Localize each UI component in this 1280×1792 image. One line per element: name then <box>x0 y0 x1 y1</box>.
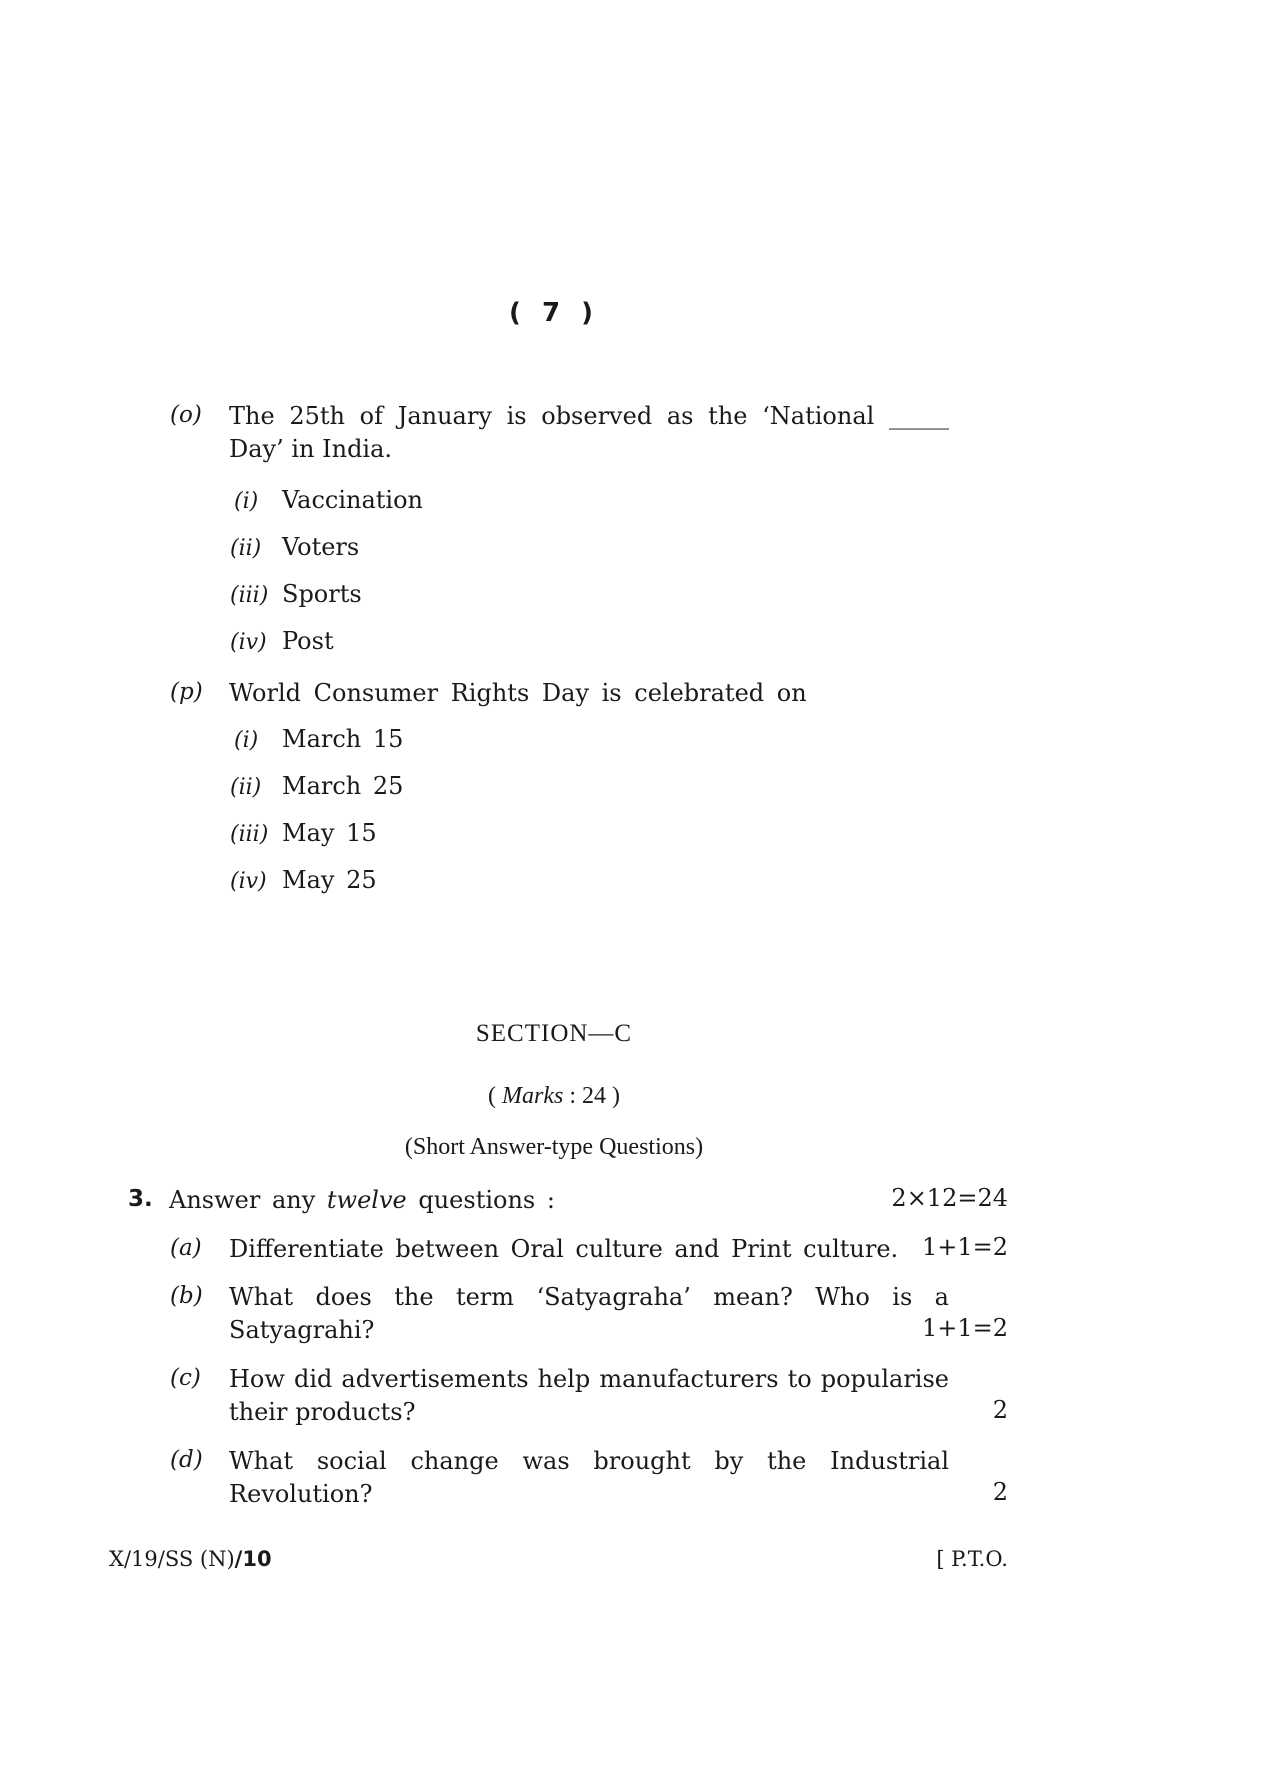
option-label: (iii) <box>230 822 269 847</box>
question-3-number: 3. <box>128 1186 153 1212</box>
section-marks: ( Marks : 24 ) <box>488 1083 620 1109</box>
paper-code: X/19/SS (N)/10 <box>109 1547 272 1571</box>
option-text: Sports <box>282 580 362 608</box>
option-label: (iv) <box>230 869 267 894</box>
option-text: May 15 <box>282 819 377 847</box>
pto-label: [ P.T.O. <box>936 1547 1008 1571</box>
option-label: (iv) <box>230 630 267 655</box>
part-d-text-line1: What social change was brought by the Industrial <box>229 1447 949 1475</box>
question-p-text: World Consumer Rights Day is celebrated on <box>229 679 807 707</box>
part-a-text: Differentiate between Oral culture and Print culture. <box>229 1235 899 1263</box>
part-b-text-line1: What does the term ‘Satyagraha’ mean? Who is a <box>229 1283 949 1311</box>
question-p-label: (p) <box>170 679 203 705</box>
part-c-text-line2: their products? <box>229 1398 416 1426</box>
part-d-label: (d) <box>170 1447 203 1473</box>
part-a-label: (a) <box>170 1235 202 1261</box>
part-d-marks: 2 <box>992 1478 1008 1506</box>
option-label: (iii) <box>230 583 269 608</box>
option-text: March 25 <box>282 772 404 800</box>
option-text: March 15 <box>282 725 404 753</box>
option-text: Vaccination <box>282 486 423 514</box>
part-c-label: (c) <box>170 1365 201 1391</box>
option-text: May 25 <box>282 866 377 894</box>
part-b-label: (b) <box>170 1283 203 1309</box>
part-c-marks: 2 <box>992 1396 1008 1424</box>
option-text: Post <box>282 627 334 655</box>
page-number: ( 7 ) <box>509 298 599 328</box>
question-o-text-line2: Day’ in India. <box>229 435 393 463</box>
option-label: (ii) <box>230 536 262 561</box>
part-b-marks: 1+1=2 <box>921 1314 1008 1342</box>
question-o-label: (o) <box>170 402 202 428</box>
option-label: (i) <box>234 489 259 514</box>
part-c-text-line1: How did advertisements help manufacturers to popularise <box>229 1365 949 1393</box>
part-b-text-line2: Satyagrahi? <box>229 1316 375 1344</box>
section-title: SECTION—C <box>475 1020 633 1047</box>
part-d-text-line2: Revolution? <box>229 1480 373 1508</box>
option-label: (i) <box>234 728 259 753</box>
section-subtitle: (Short Answer-type Questions) <box>404 1134 704 1160</box>
question-o-text-line1: The 25th of January is observed as the ‘National _____ <box>229 402 949 430</box>
question-3-marks: 2×12=24 <box>891 1184 1008 1212</box>
option-text: Voters <box>282 533 360 561</box>
part-a-marks: 1+1=2 <box>921 1233 1008 1261</box>
option-label: (ii) <box>230 775 262 800</box>
question-3-text: Answer any twelve questions : <box>169 1186 555 1214</box>
